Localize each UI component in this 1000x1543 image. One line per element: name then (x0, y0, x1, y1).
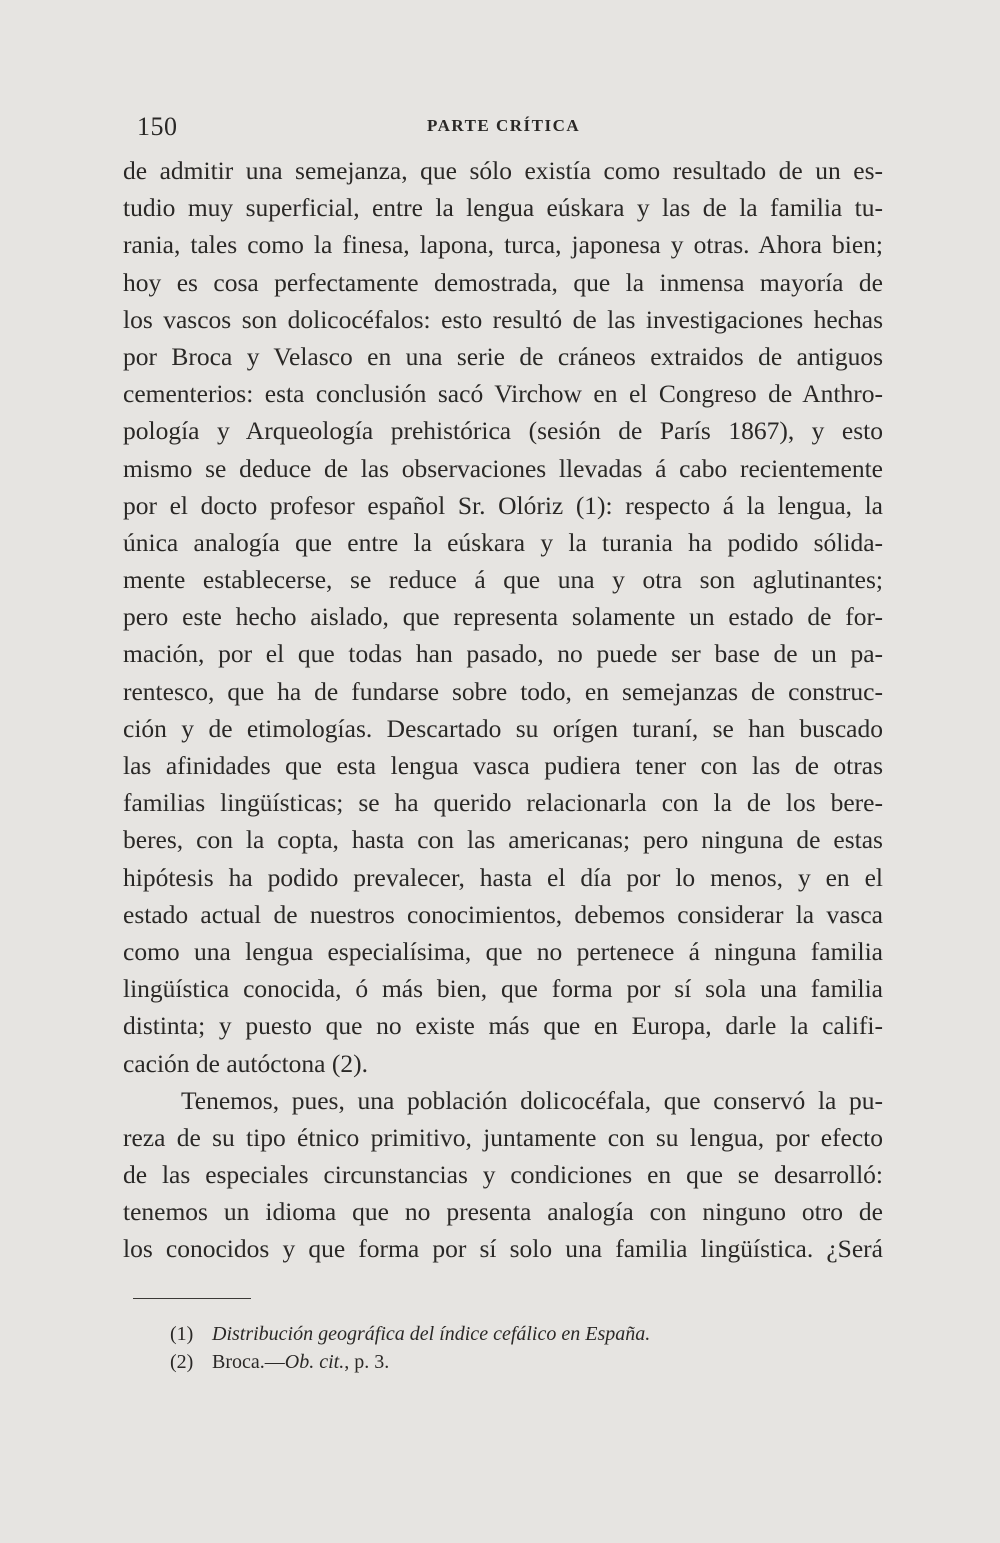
text-line: rentesco, que ha de fundarse sobre todo, en semejanzas de construc- (123, 676, 883, 706)
text-line: cementerios: esta conclusión sacó Virchow en el Congreso de Anthro- (123, 379, 883, 409)
footnote-divider (133, 1298, 251, 1299)
text-line: estado actual de nuestros conocimientos, debemos considerar la vasca (123, 899, 883, 929)
footnote-text: Broca.— (212, 1351, 285, 1373)
text-line: por el docto profesor español Sr. Olóriz (1): respecto á la lengua, la (123, 490, 883, 520)
text-line: reza de su tipo étnico primitivo, juntamente con su lengua, por efecto (123, 1122, 883, 1152)
text-line: familias lingüísticas; se ha querido relacionarla con la de los bere- (123, 788, 883, 818)
footnote-2 (170, 1348, 870, 1376)
footnote-number: (2) (170, 1351, 194, 1373)
text-line: hoy es cosa perfectamente demostrada, que la inmensa mayoría de (123, 267, 883, 297)
text-line: mismo se deduce de las observaciones llevadas á cabo recientemente (123, 453, 883, 483)
text-line: mación, por el que todas han pasado, no puede ser base de un pa- (123, 639, 883, 669)
text-line: beres, con la copta, hasta con las americanas; pero ninguna de estas (123, 825, 883, 855)
running-head: PARTE CRÍTICA (427, 116, 581, 135)
text-line: por Broca y Velasco en una serie de cráneos extraidos de antiguos (123, 341, 883, 371)
footnote-page: , p. 3. (344, 1351, 390, 1373)
text-line: mente establecerse, se reduce á que una y otra son aglutinantes; (123, 565, 883, 595)
text-line: distinta; y puesto que no existe más que en Europa, darle la califi- (123, 1011, 883, 1041)
text-line: tudio muy superficial, entre la lengua eúskara y las de la familia tu- (123, 193, 883, 223)
page-header (137, 112, 897, 146)
text-line: las afinidades que esta lengua vasca pudiera tener con las de otras (123, 751, 883, 780)
footnotes (170, 1320, 870, 1376)
text-line: única analogía que entre la eúskara y la turania ha podido sólida- (123, 527, 883, 557)
text-line: hipótesis ha podido prevalecer, hasta el día por lo menos, y en el (123, 862, 883, 892)
footnote-citation: Ob. cit. (284, 1351, 345, 1373)
page-number: 150 (137, 112, 178, 141)
body-text (123, 152, 883, 1268)
text-line: los vascos son dolicocéfalos: esto resultó de las investigaciones hechas (123, 304, 883, 334)
text-line: lingüística conocida, ó más bien, que forma por sí sola una familia (123, 974, 883, 1004)
footnote-text: Distribución geográfica del índice cefálico en España. (212, 1323, 651, 1345)
text-line: ción y de etimologías. Descartado su orígen turaní, se han buscado (123, 713, 883, 743)
text-line: pología y Arqueología prehistórica (sesión de París 1867), y esto (123, 416, 883, 446)
text-line: pero este hecho aislado, que representa solamente un estado de for- (123, 602, 883, 632)
text-line: cación de autóctona (2). (123, 1048, 368, 1078)
text-line: de admitir una semejanza, que sólo existía como resultado de un es- (123, 156, 883, 185)
text-line: como una lengua especialísima, que no pertenece á ninguna familia (123, 936, 883, 966)
text-line: de las especiales circunstancias y condiciones en que se desarrolló: (123, 1160, 883, 1190)
footnote-1 (170, 1320, 870, 1348)
text-line: tenemos un idioma que no presenta analogía con ninguno otro de (123, 1197, 883, 1227)
text-line: rania, tales como la finesa, lapona, turca, japonesa y otras. Ahora bien; (123, 230, 883, 260)
text-line: los conocidos y que forma por sí solo una familia lingüística. ¿Será (123, 1234, 883, 1264)
footnote-number: (1) (170, 1323, 194, 1345)
paragraph-first-line: Tenemos, pues, una población dolicocéfala, que conservó la pu- (181, 1085, 883, 1115)
